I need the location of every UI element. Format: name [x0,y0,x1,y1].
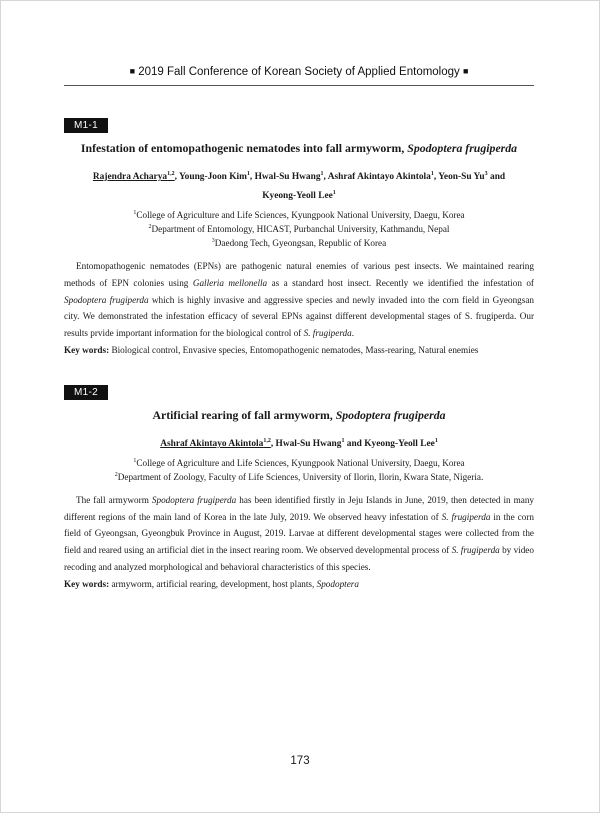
author: Hwal-Su Hwang$^1$ [254,171,324,183]
author: Young-Joon Kim$^1$ [178,171,250,183]
abstract-body: The fall armyworm Spodoptera frugiperda has been identified firstly in Jeju Islands in June, 2019, then detected in many different regions of the main land of Korea in the late July, 2019. We observed heavy infestation of S. frugiperda in the corn field of Gyeongsan, Gyeongbuk Province in August, 2019. Larvae at different developmental stages were collected from the field and reared using an artificial diet in the insect rearing room. We observed developmental process of S. frugiperda by video recoding and analyzed morphological and behavioral characteristics of this species. [64,495,535,572]
header-right-mark: ■ [462,66,469,76]
affiliation: $^3$Daedong Tech, Gyeongsan, Republic of Korea [211,238,387,249]
author: Kyeong-Yeoll Lee$^1$ [262,190,336,202]
affiliation-list [64,455,534,483]
affiliation: $^1$College of Agriculture and Life Sciences, Kyungpook National University, Daegu, Korea [133,458,465,469]
author-list: Ashraf Akintayo Akintola$^{1,2}$, Hwal-Su Hwang$^1$ and Kyeong-Yeoll Lee$^1$ [160,438,438,450]
keywords-italic: Spodoptera [316,579,359,590]
keywords-text: Biological control, Envasive species, Entomopathogenic nematodes, Mass-rearing, Natural enemies [111,345,479,356]
keywords [64,579,534,589]
abstract-title-species: Spodoptera frugiperda [335,408,446,422]
keywords-label: Key words: [64,579,110,590]
abstract-code-badge: M1-2 [64,385,108,400]
keywords-label: Key words: [64,345,110,356]
header-left-mark: ■ [129,66,136,76]
abstract-code-badge: M1-1 [64,118,108,133]
keywords-text: armyworm, artificial rearing, development, host plants, [111,579,317,590]
author: Kyeong-Yeoll Lee$^1$ [364,438,438,450]
abstract-title [64,141,534,156]
abstract-section-2 [64,382,534,589]
author-presenter: Rajendra Acharya$^{1,2}$ [92,171,175,183]
keywords [64,345,534,355]
affiliation: $^1$College of Agriculture and Life Sciences, Kyungpook National University, Daegu, Korea [133,210,465,221]
header-rule [64,85,534,86]
conference-header [64,66,534,78]
page-number: 173 [290,755,310,767]
affiliation-list [64,207,534,249]
affiliation: $^2$Department of Entomology, HICAST, Purbanchal University, Kathmandu, Nepal [148,224,450,235]
author: Ashraf Akintayo Akintola$^1$ [327,171,434,183]
abstract-title-text: Artificial rearing of fall armyworm, [152,408,333,422]
abstract-title-species: Spodoptera frugiperda [407,141,518,155]
author-presenter: Ashraf Akintayo Akintola$^{1,2}$ [160,438,271,450]
abstract-body: Entomopathogenic nematodes (EPNs) are pathogenic natural enemies of various pest insects. We maintained rearing methods of EPN colonies using Galleria mellonella as a standard host insect. Recently we identified the infestation of Spodoptera frugiperda which is highly invasive and aggressive species and newly invaded into the corn field in Gyeongsan city. We demonstrated the infestation efficacy of several EPNs against different developmental stages of S. frugiperda. Our results prvide important information for the biological control of S. frugiperda. [64,261,534,338]
abstract-title [64,408,534,423]
conference-title: 2019 Fall Conference of Korean Society of Applied Entomology [138,66,460,78]
author: Yeon-Su Yu$^3$ [438,171,488,183]
author: Hwal-Su Hwang$^1$ [275,438,345,450]
abstract-title-text: Infestation of entomopathogenic nematodes into fall armyworm, [80,141,405,155]
affiliation: $^2$Department of Zoology, Faculty of Life Sciences, University of Ilorin, Ilorin, Kwara State, Nigeria. [114,472,484,483]
abstract-section-1 [64,115,534,355]
author-list: Rajendra Acharya$^{1,2}$, Young-Joon Kim$^1$, Hwal-Su Hwang$^1$, Ashraf Akintayo Akintola$^1$, Yeon-Su Yu$^3$ and Kyeong-Yeoll Lee$^1$ [92,171,506,202]
